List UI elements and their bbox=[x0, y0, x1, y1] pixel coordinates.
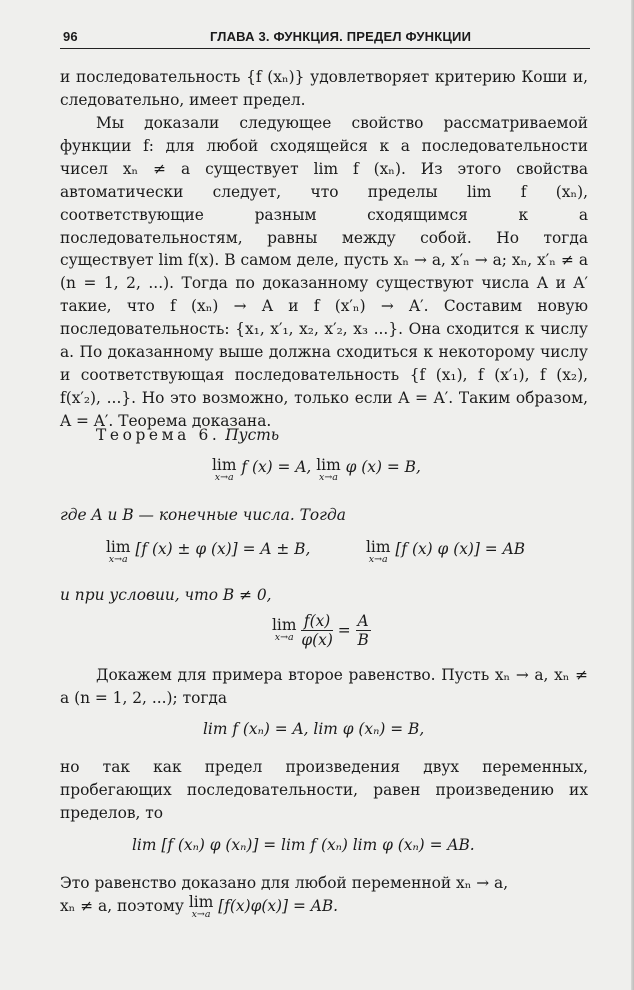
equation-sum-limit bbox=[106, 540, 310, 565]
eq2-right: [f (x) φ (x)] = AB bbox=[395, 540, 525, 558]
paragraph-proof: Мы доказали следующее свойство рассматриваемой функции f: для любой сходящейся к a последовательности чисел xₙ ≠ a существует lim f (xₙ). Из этого свойства автоматически следует, что пределы lim f (xₙ), соответствующие разным сходящимся к a последовательностям, равны между собой. Но тогда существует lim f(x). В самом деле, пусть xₙ → a, x′ₙ → a; xₙ, x′ₙ ≠ a (n = 1, 2, ...). Тогда по доказанному существуют числа A и A′ такие, что f (xₙ) → A и f (x′ₙ) → A′. Составим новую последовательность: {x₁, x′₁, x₂, x′₂, x₃ ...}. Она сходится к числу a. По доказанному выше должна сходиться к некоторому числу и соответствующая последовательность {f (x₁), f (x′₁), f (x₂), f(x′₂), ...}. Но это возможно, только если A = A′. Таким образом, A = A′. Теорема доказана. bbox=[60, 114, 588, 430]
equation-limits-given bbox=[212, 458, 421, 483]
lim-operator: lim x→a bbox=[106, 538, 131, 565]
theorem-label: Теорема 6. bbox=[96, 426, 221, 444]
lim-operator: lim x→a bbox=[272, 616, 297, 643]
paragraph-second-equality: Докажем для примера второе равенство. Пусть xₙ → a, xₙ ≠ a (n = 1, 2, ...); тогда bbox=[60, 666, 588, 707]
fraction-fx-phix: $\frac{f(x)}{\varphi(x)}$ bbox=[301, 612, 333, 649]
lim-operator: lim x→a bbox=[316, 456, 341, 483]
condition-line: и при условии, что B ≠ 0, bbox=[60, 586, 272, 604]
conclusion-expression: [f(x)φ(x)] = AB. bbox=[218, 896, 339, 915]
eq2-left: [f (x) ± φ (x)] = A ± B, bbox=[135, 540, 311, 558]
finite-numbers-line: где A и B — конечные числа. Тогда bbox=[60, 506, 346, 524]
chapter-title: ГЛАВА 3. ФУНКЦИЯ. ПРЕДЕЛ ФУНКЦИИ bbox=[210, 29, 472, 44]
conclusion-line-1: Это равенство доказано для любой переменной xₙ → a, bbox=[60, 874, 509, 892]
eq1-left: f (x) = A, bbox=[241, 458, 312, 476]
theorem-heading bbox=[96, 426, 279, 444]
eq1-right: φ (x) = B, bbox=[345, 458, 421, 476]
paragraph-cauchy: и последовательность {f (xₙ)} удовлетворяет критерию Коши и, следовательно, имеет предел. bbox=[60, 68, 588, 109]
fraction-a-b: $\frac{A}{B}$ bbox=[357, 612, 369, 649]
header-rule bbox=[60, 48, 590, 49]
paragraph-product-limit: но так как предел произведения двух переменных, пробегающих последовательности, равен произведению их пределов, то bbox=[60, 758, 588, 822]
lim-operator: lim x→a bbox=[366, 538, 391, 565]
page-header bbox=[60, 27, 590, 49]
conclusion-line-2: xₙ ≠ a, поэтому bbox=[60, 896, 184, 915]
theorem-intro: Пусть bbox=[225, 426, 280, 444]
equation-sequence-limits: lim f (xₙ) = A, lim φ (xₙ) = B, bbox=[203, 720, 425, 738]
equation-quotient-limit: lim x→a $\frac{f(x)}{\varphi(x)}$ = $\frac{A}{B}$ bbox=[272, 612, 369, 649]
lim-operator: lim x→a bbox=[188, 892, 214, 920]
lim-operator: lim x→a bbox=[212, 456, 237, 483]
equation-product-limit bbox=[366, 540, 525, 565]
paragraph-conclusion bbox=[60, 872, 588, 920]
equation-sequence-product: lim [f (xₙ) φ (xₙ)] = lim f (xₙ) lim φ (xₙ) = AB. bbox=[132, 836, 475, 854]
page-number: 96 bbox=[63, 29, 78, 44]
